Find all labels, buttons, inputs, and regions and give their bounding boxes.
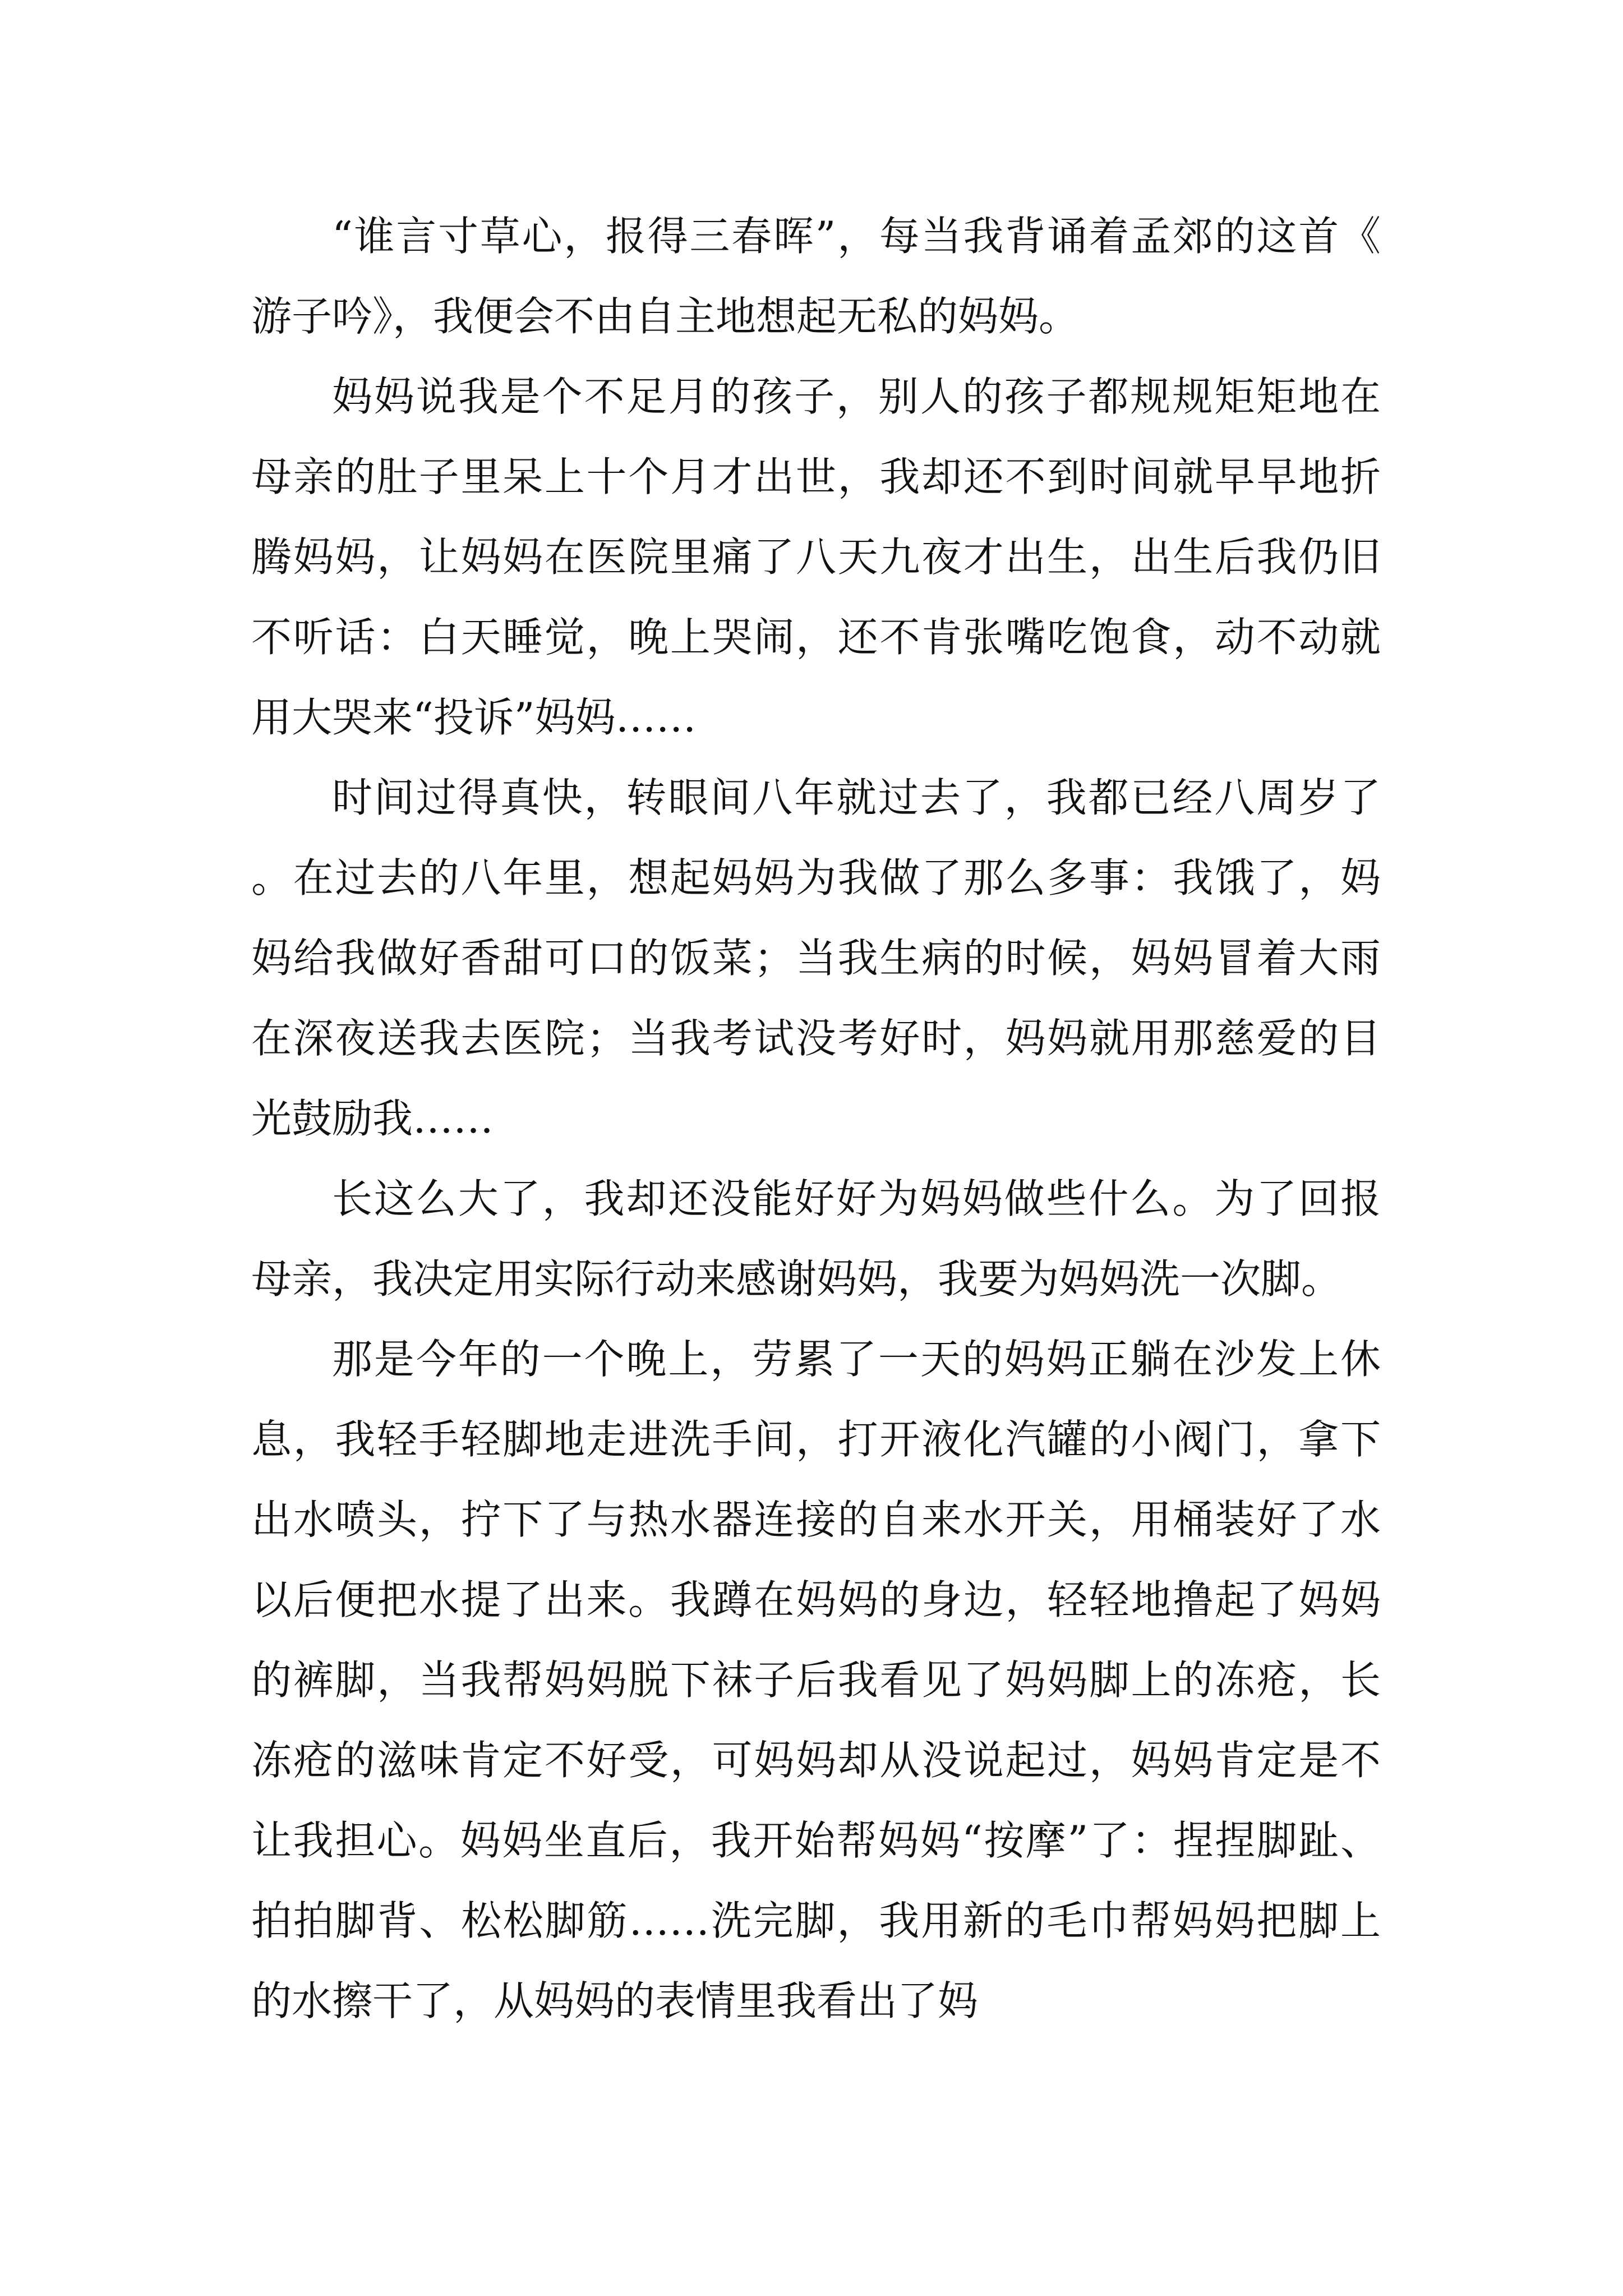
paragraph-eight-years: 时间过得真快，转眼间八年就过去了，我都已经八周岁了。在过去的八年里，想起妈妈为我做了那么多事：我饿了，妈妈给我做好香甜可口的饭菜；当我生病的时候，妈妈冒着大雨在深夜送我去医院；当我考试没考好时，妈妈就用那慈爱的目光鼓励我…… bbox=[251, 774, 1381, 1142]
essay-body bbox=[251, 196, 1381, 2041]
paragraph-decision: 长这么大了，我却还没能好好为妈妈做些什么。为了回报母亲，我决定用实际行动来感谢妈妈，我要为妈妈洗一次脚。 bbox=[251, 1175, 1381, 1303]
paragraph-foot-washing: 那是今年的一个晚上，劳累了一天的妈妈正躺在沙发上休息，我轻手轻脚地走进洗手间，打开液化汽罐的小阀门，拿下出水喷头，拧下了与热水器连接的自来水开关，用桶装好了水以后便把水提了出来。我蹲在妈妈的身边，轻轻地撸起了妈妈的裤脚，当我帮妈妈脱下袜子后我看见了妈妈脚上的冻疮，长冻疮的滋味肯定不好受，可妈妈却从没说起过，妈妈肯定是不让我担心。妈妈坐直后，我开始帮妈妈“按摩”了：捏捏脚趾、拍拍脚背、松松脚筋……洗完脚，我用新的毛巾帮妈妈把脚上的水擦干了，从妈妈的表情里我看出了妈 bbox=[251, 1336, 1381, 2024]
paragraph-poem-intro: “谁言寸草心，报得三春晖”，每当我背诵着孟郊的这首《游子吟》，我便会不由自主地想起无私的妈妈。 bbox=[251, 213, 1381, 340]
paragraph-birth: 妈妈说我是个不足月的孩子，别人的孩子都规规矩矩地在母亲的肚子里呆上十个月才出世，我却还不到时间就早早地折腾妈妈，让妈妈在医院里痛了八天九夜才出生，出生后我仍旧不听话：白天睡觉，晚上哭闹，还不肯张嘴吃饱食，动不动就用大哭来“投诉”妈妈…… bbox=[251, 373, 1381, 741]
